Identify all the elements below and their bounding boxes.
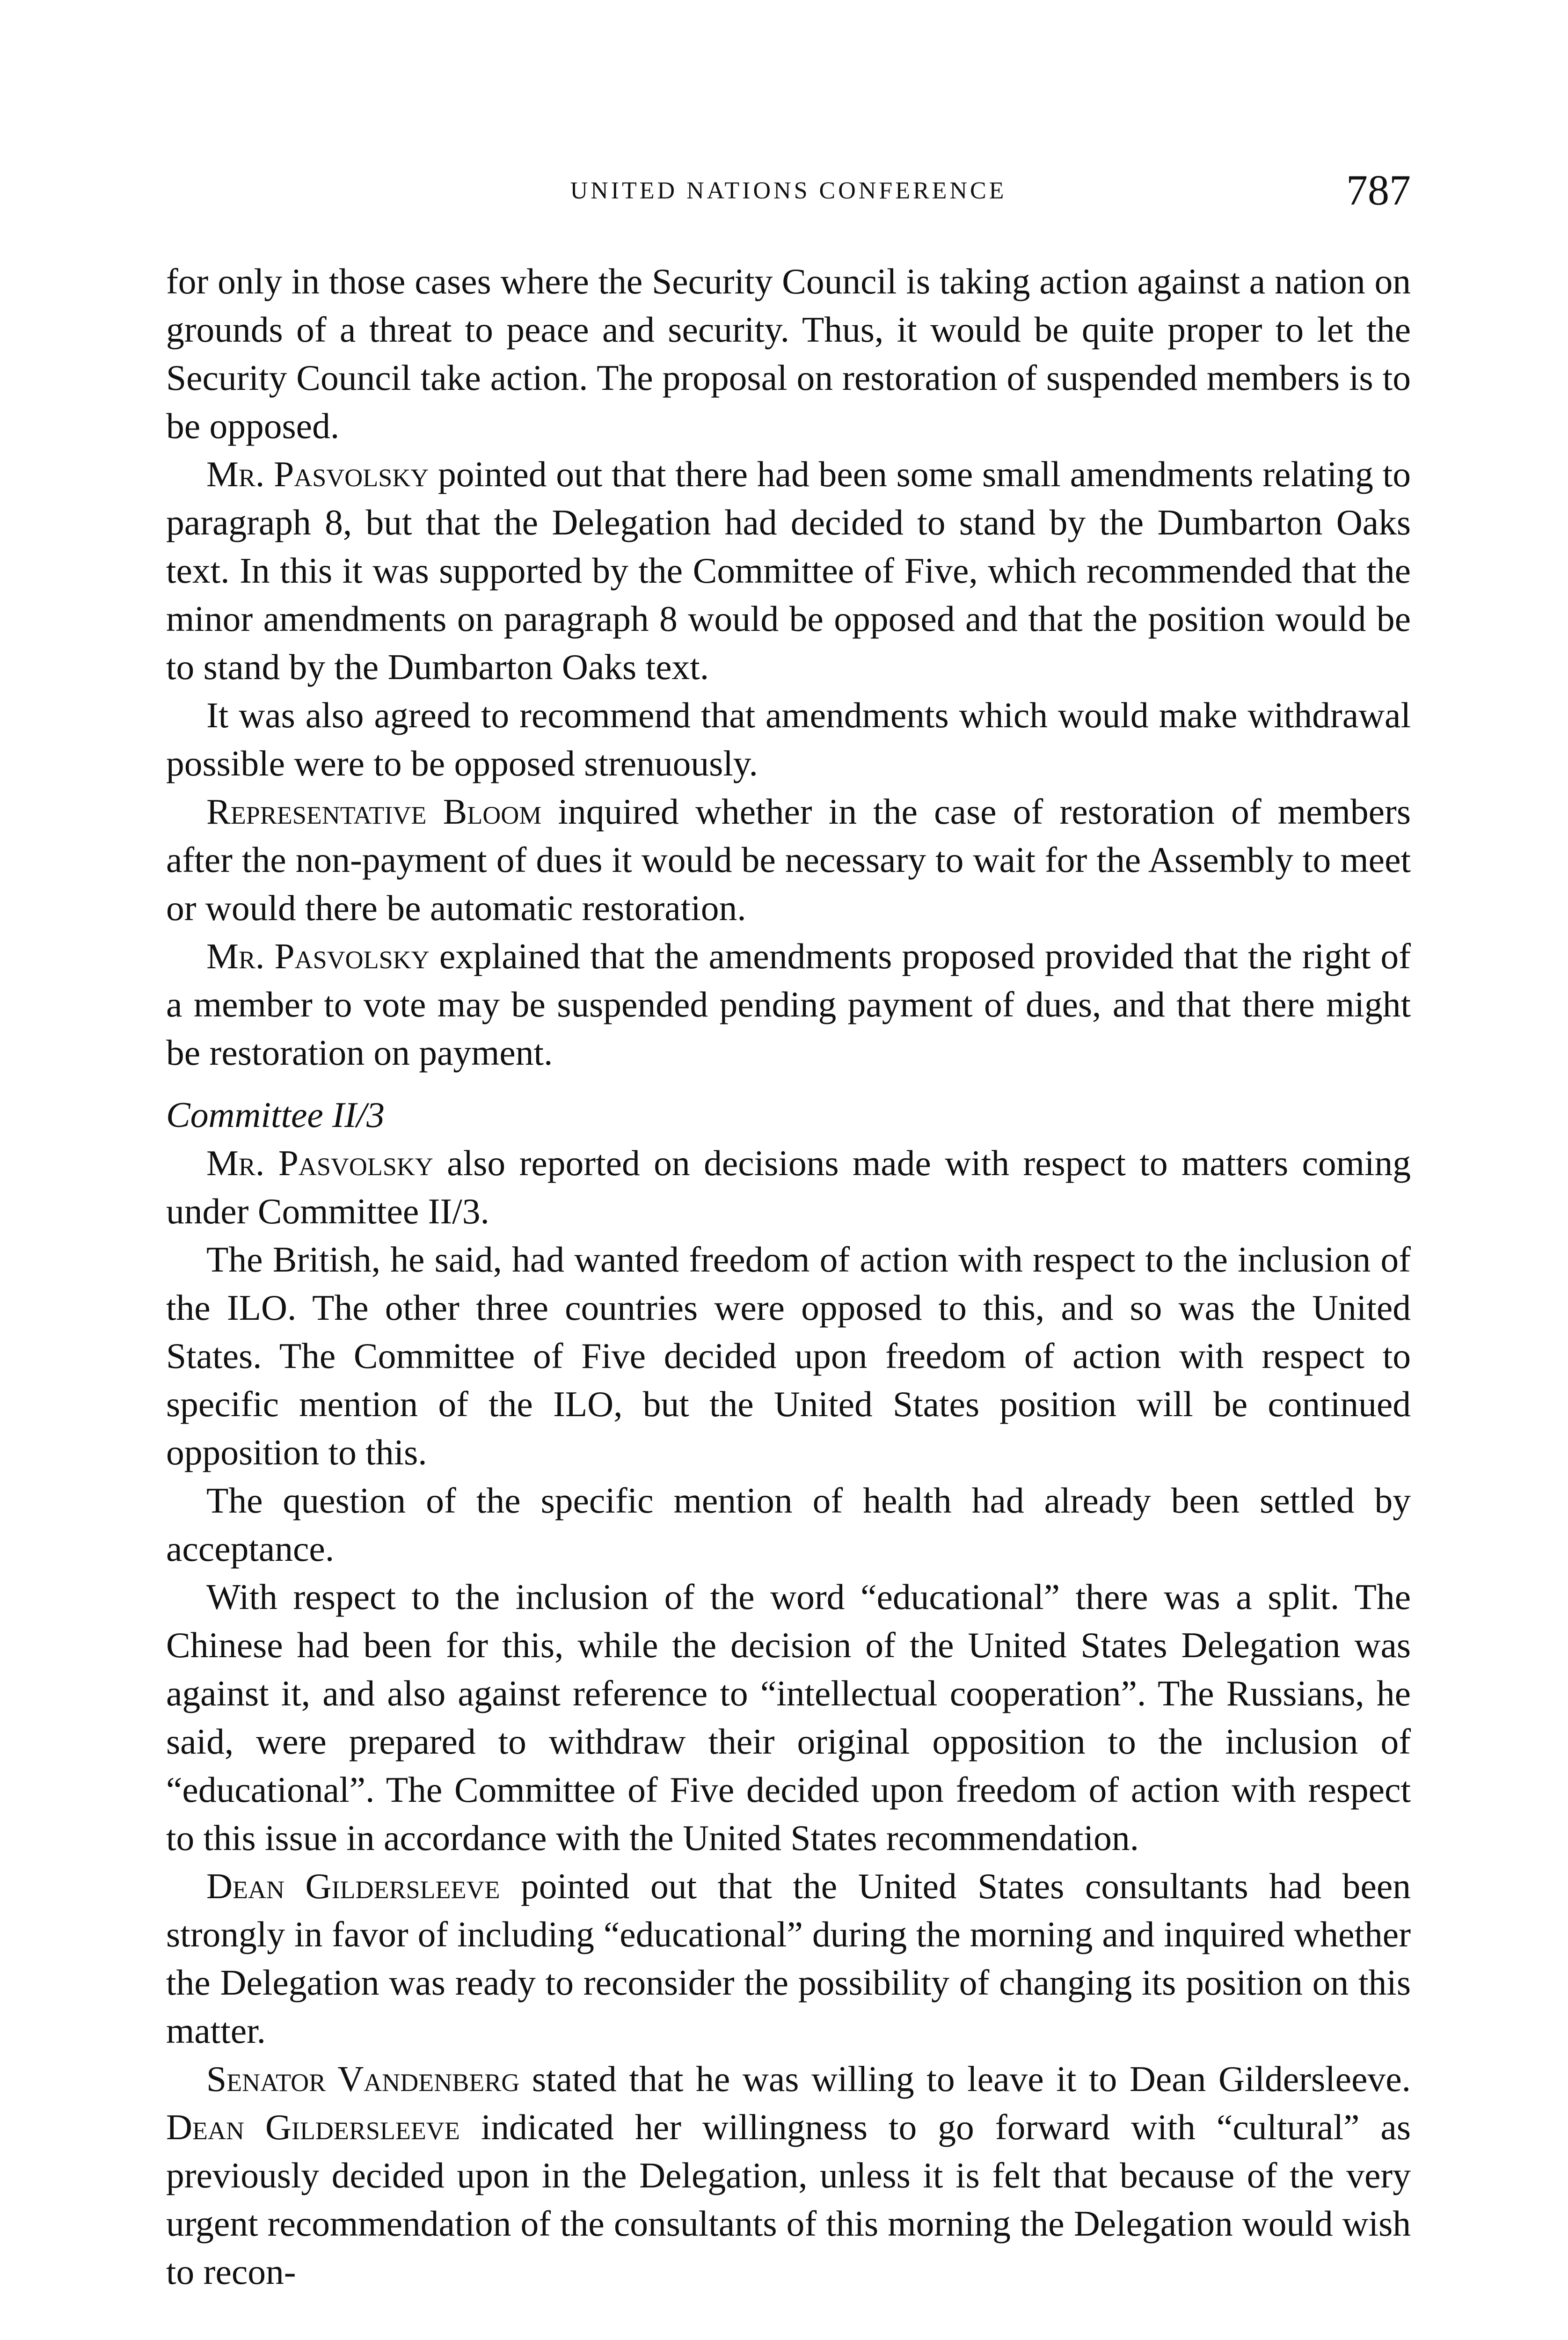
- document-page: [166, 168, 1411, 2296]
- paragraph-vandenberg: [166, 2055, 1411, 2296]
- paragraph-pasvolsky-report: [166, 1139, 1411, 1236]
- paragraph-pasvolsky-paragraph-8: [166, 450, 1411, 691]
- paragraph-text: indicated her willingness to go forward with “cultural” as previously decided upon in the Delegation, unless it is felt that because of the very urgent recommendation of the consultants of this morning the Delegation would wish to recon-: [166, 2107, 1411, 2292]
- paragraph-ilo: [166, 1236, 1411, 1477]
- paragraph-gildersleeve: [166, 1862, 1411, 2055]
- paragraph-text: also reported on decisions made with respect to matters coming under Committee II/3.: [166, 1143, 1411, 1231]
- paragraph-text: inquired whether in the case of restoration of members after the non-payment of dues it would be necessary to wait for the Assembly to meet or would there be automatic restoration.: [166, 791, 1411, 928]
- section-heading: Committee II/3: [166, 1095, 385, 1135]
- paragraph-bloom-inquiry: [166, 788, 1411, 932]
- paragraph-text: pointed out that the United States consultants had been strongly in favor of including “educational” during the morning and inquired whether the Delegation was ready to reconsider the possibility of changing its position on this matter.: [166, 1866, 1411, 2051]
- speaker-name: Mr. Pasvolsky: [206, 936, 430, 976]
- speaker-name: Senator Vandenberg: [206, 2059, 520, 2099]
- speaker-name: Mr. Pasvolsky: [206, 1143, 433, 1183]
- speaker-name: Dean Gildersleeve: [206, 1866, 500, 1906]
- paragraph-continuation: [166, 257, 1411, 450]
- page-header: [166, 168, 1411, 225]
- paragraph-text: explained that the amendments proposed provided that the right of a member to vote may be suspended pending payment of dues, and that there might be restoration on payment.: [166, 936, 1411, 1073]
- paragraph-health: [166, 1477, 1411, 1573]
- paragraph-text: The question of the specific mention of health had already been settled by acceptance.: [166, 1480, 1411, 1569]
- paragraph-educational: [166, 1573, 1411, 1862]
- page-number: 787: [1346, 166, 1411, 214]
- paragraph-text: pointed out that there had been some small amendments relating to paragraph 8, but that the Delegation had decided to stand by the Dumbarton Oaks text. In this it was supported by the Committee of Five, which recommended that the minor amendments on paragraph 8 would be opposed and that the position would be to stand by the Dumbarton Oaks text.: [166, 454, 1411, 687]
- speaker-name: Mr. Pasvolsky: [206, 454, 429, 494]
- paragraph-text: It was also agreed to recommend that amendments which would make withdrawal possible were to be opposed strenuously.: [166, 695, 1411, 783]
- paragraph-withdrawal: [166, 691, 1411, 788]
- speaker-name: Representative Bloom: [206, 791, 542, 832]
- paragraph-text: With respect to the inclusion of the word “educational” there was a split. The Chinese had been for this, while the decision of the United States Delegation was against it, and also against reference to “intellectual cooperation”. The Russians, he said, were prepared to withdraw their original opposition to the inclusion of “educational”. The Committee of Five decided upon freedom of action with respect to this issue in accordance with the United States recommendation.: [166, 1577, 1411, 1858]
- paragraph-text: stated that he was willing to leave it to Dean Gildersleeve.: [519, 2059, 1411, 2099]
- paragraph-text: for only in those cases where the Security Council is taking action against a nation on grounds of a threat to peace and security. Thus, it would be quite proper to let the Security Council take action. The proposal on restoration of suspended members is to be opposed.: [166, 261, 1411, 446]
- speaker-name: Dean Gildersleeve: [166, 2107, 460, 2147]
- running-head: UNITED NATIONS CONFERENCE: [570, 177, 1007, 204]
- body-text: [166, 257, 1411, 2296]
- paragraph-pasvolsky-explanation: [166, 932, 1411, 1077]
- paragraph-text: The British, he said, had wanted freedom of action with respect to the inclusion of the ILO. The other three countries were opposed to this, and so was the United States. The Committee of Five decided upon freedom of action with respect to specific mention of the ILO, but the United States position will be continued opposition to this.: [166, 1239, 1411, 1472]
